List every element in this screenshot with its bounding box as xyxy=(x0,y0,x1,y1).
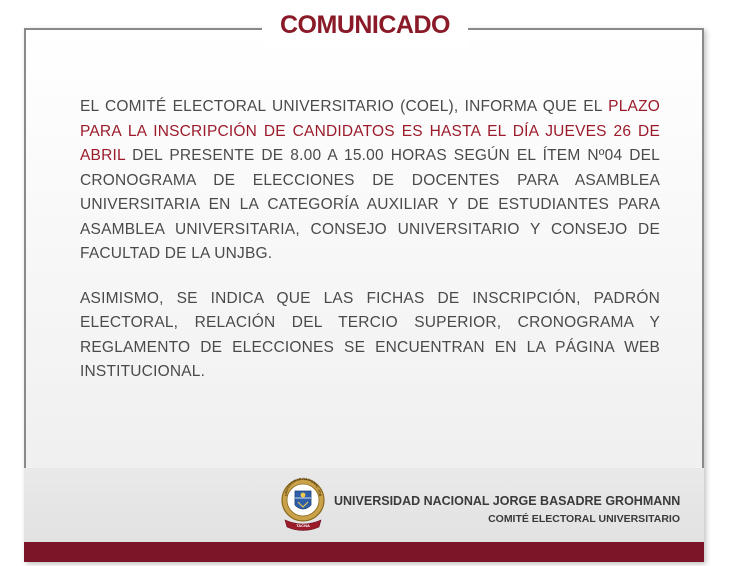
bottom-bar xyxy=(24,542,704,562)
paragraph1-rest: DEL PRESENTE DE 8.00 A 15.00 HORAS SEGÚN EL ÍTEM Nº04 DEL CRONOGRAMA DE ELECCIONES DE DOCENTES PARA ASAMBLEA UNIVERSITARIA EN LA CATEGORÍA AUXILIAR Y DE ESTUDIANTES PARA ASAMBLEA UNIVERSITARIA, CONSEJO UNIVERSITARIO Y CONSEJO DE FACULTAD DE LA UNJBG. xyxy=(80,147,660,262)
seal-ring-text: UNIVERSIDAD NACIONAL JOR xyxy=(283,476,323,497)
paragraph1-intro: EL COMITÉ ELECTORAL UNIVERSITARIO (COEL), INFORMA QUE EL xyxy=(80,98,609,115)
paragraph-documents: ASIMISMO, SE INDICA QUE LAS FICHAS DE INSCRIPCIÓN, PADRÓN ELECTORAL, RELACIÓN DEL TERCIO SUPERIOR, CRONOGRAMA Y REGLAMENTO DE ELECCIONES SE ENCUENTRAN EN LA PÁGINA WEB INSTITUCIONAL. xyxy=(80,289,660,380)
university-seal-icon xyxy=(279,474,327,538)
notice-title: COMUNICADO xyxy=(280,11,450,39)
seal-ribbon-text: TACNA xyxy=(296,523,310,528)
notice-body xyxy=(80,95,660,405)
university-name: UNIVERSIDAD NACIONAL JORGE BASADRE GROHMANN xyxy=(334,494,681,508)
paragraph-deadline xyxy=(80,95,660,267)
deadline-highlight: PLAZO PARA LA INSCRIPCIÓN DE CANDIDATOS ES HASTA EL DÍA JUEVES 26 DE ABRIL xyxy=(80,98,660,164)
committee-name: COMITÉ ELECTORAL UNIVERSITARIO xyxy=(488,513,680,525)
